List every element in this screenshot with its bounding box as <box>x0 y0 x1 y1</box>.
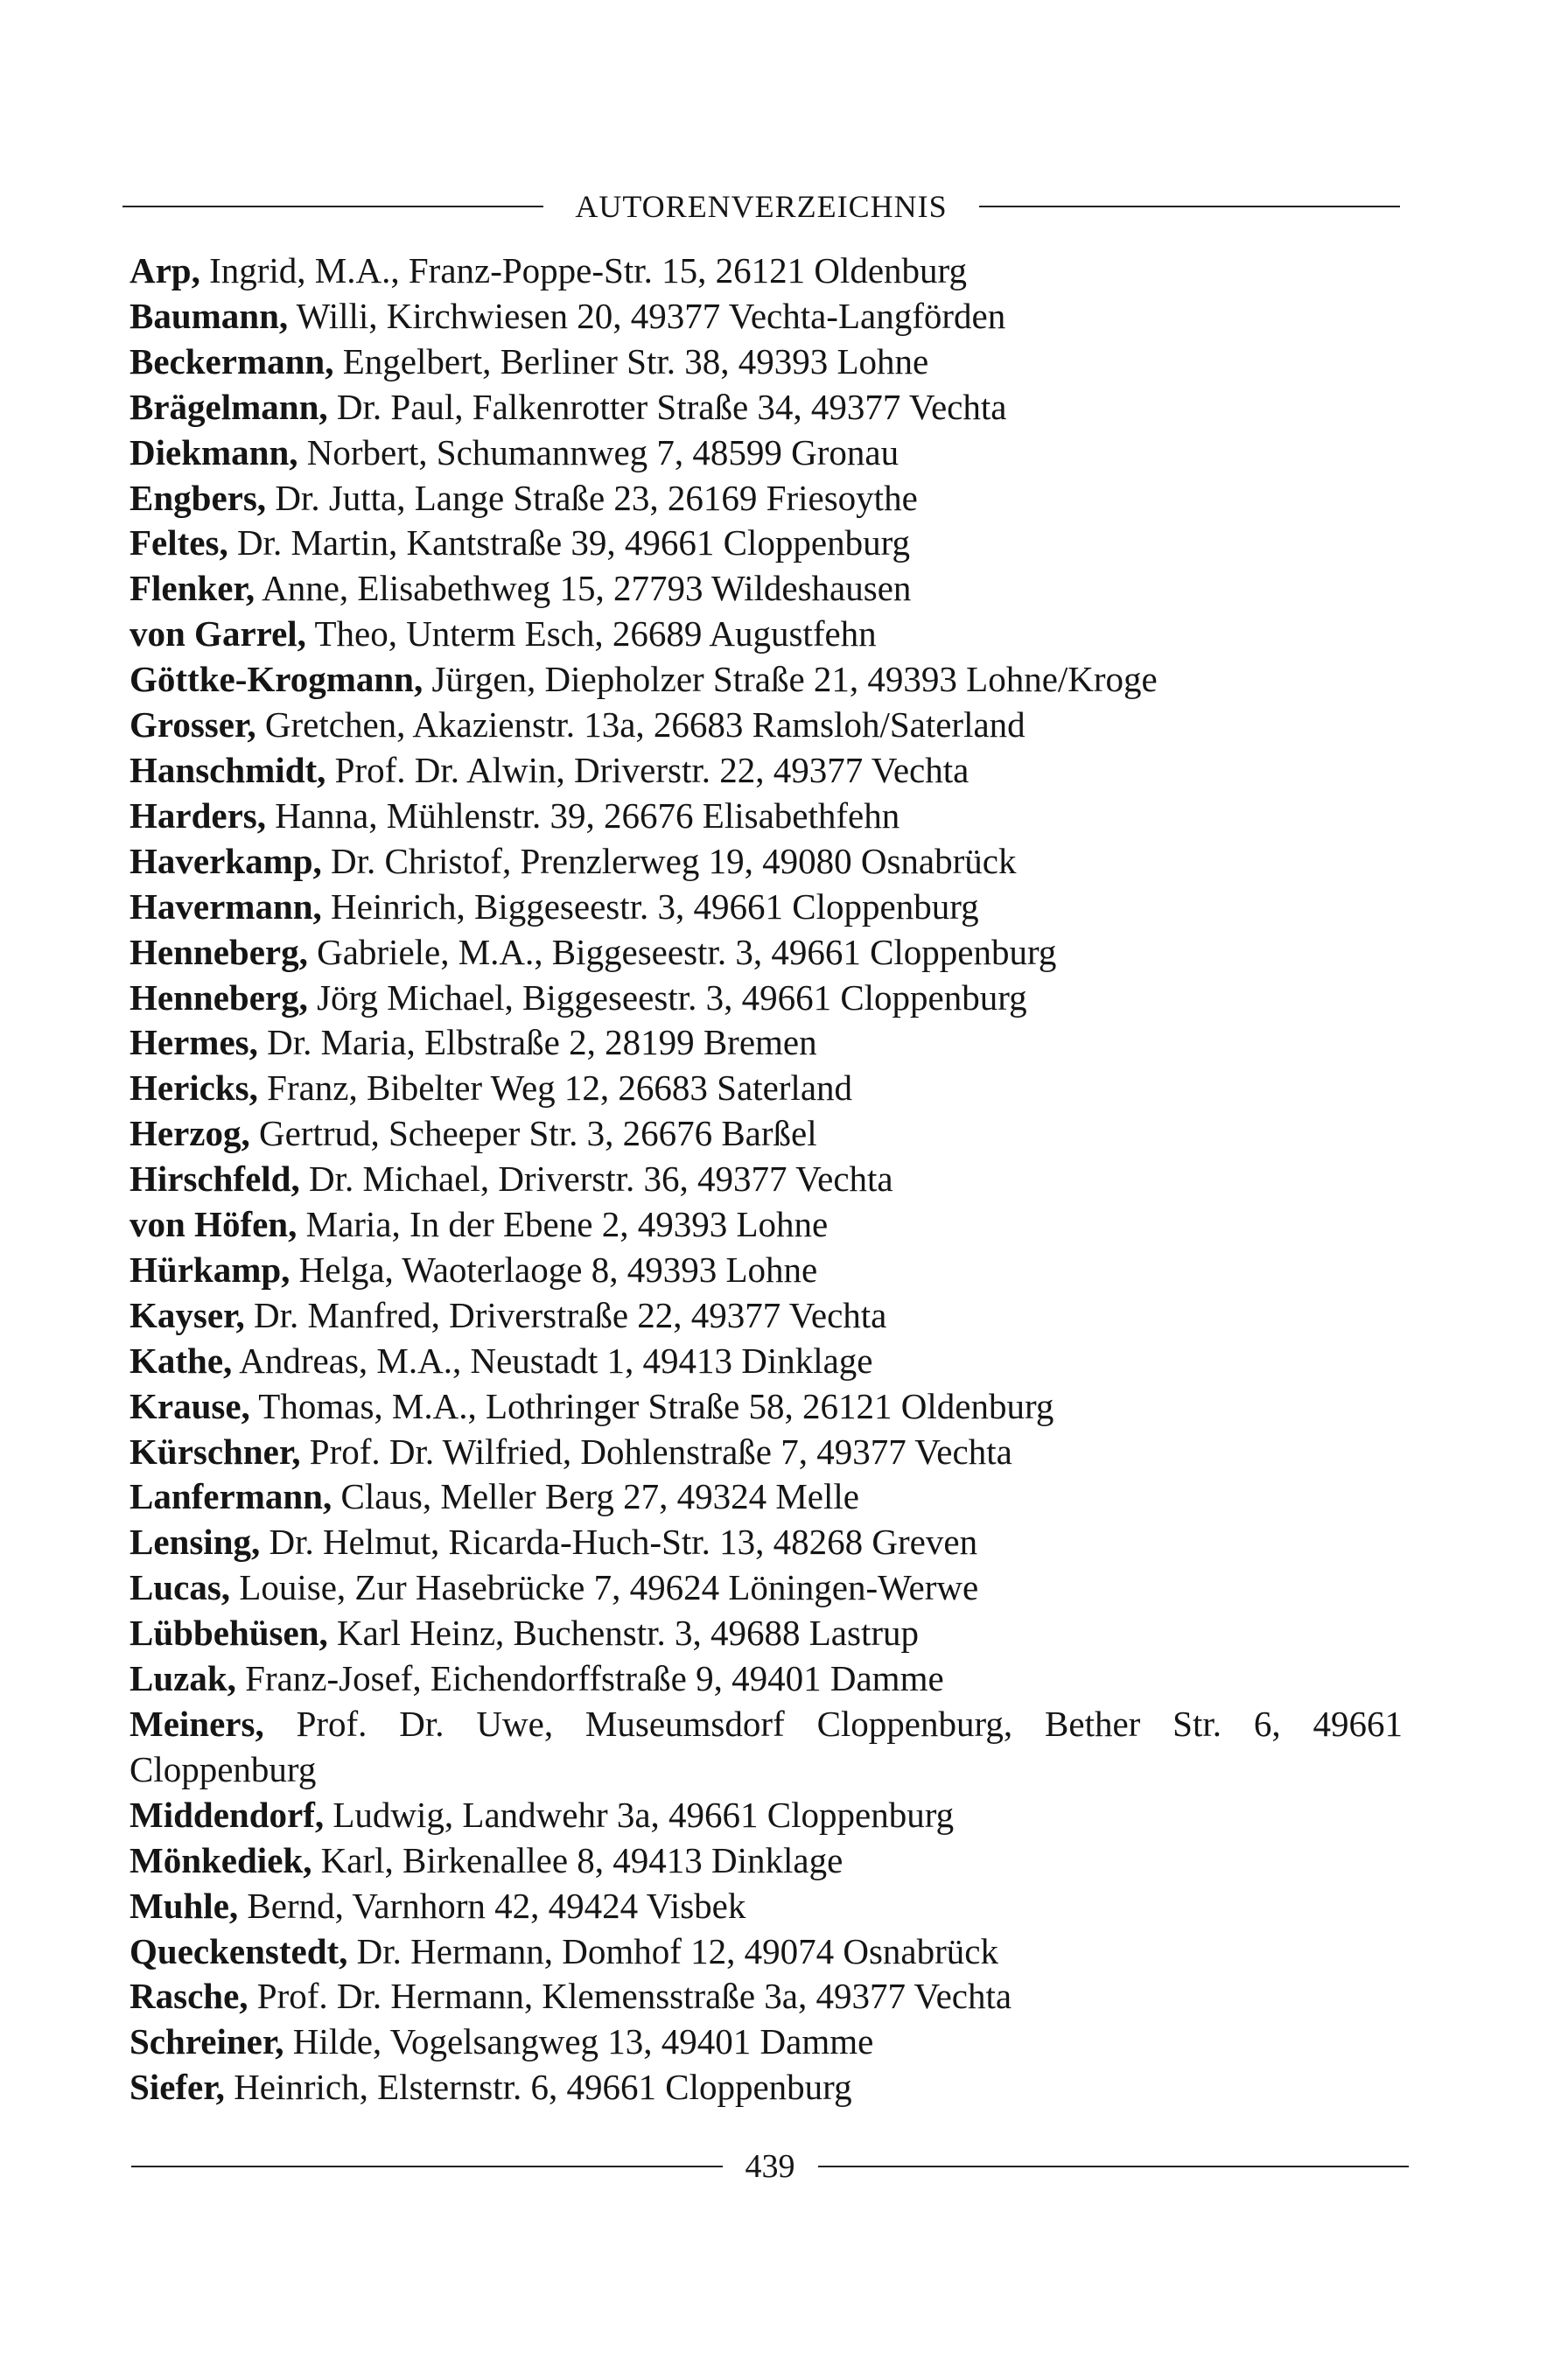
author-name: Mönkediek, <box>130 1839 312 1880</box>
author-address: Dr. Paul, Falkenrotter Straße 34, 49377 Vechta <box>327 386 1007 427</box>
running-head <box>122 182 1400 231</box>
author-entry <box>130 248 1403 294</box>
author-name: Siefer, <box>130 2067 225 2108</box>
author-address: Hilde, Vogelsangweg 13, 49401 Damme <box>284 2021 874 2062</box>
author-entry <box>130 1066 1403 1111</box>
author-name: Baumann, <box>130 295 289 336</box>
author-entry <box>130 430 1403 476</box>
author-name: Henneberg, <box>130 931 308 972</box>
author-entry <box>130 476 1403 522</box>
author-name: Henneberg, <box>130 976 308 1018</box>
author-address: Gretchen, Akazienstr. 13a, 26683 Ramsloh/Saterland <box>256 704 1026 746</box>
author-list <box>130 248 1403 2110</box>
author-name: Haverkamp, <box>130 840 322 881</box>
author-name: Göttke-Krogmann, <box>130 659 424 700</box>
author-entry <box>130 930 1403 976</box>
author-name: Herzog, <box>130 1113 250 1154</box>
author-address: Gertrud, Scheeper Str. 3, 26676 Barßel <box>249 1113 817 1154</box>
author-name: Hanschmidt, <box>130 749 326 790</box>
author-address: Dr. Manfred, Driverstraße 22, 49377 Vechta <box>244 1294 887 1335</box>
author-entry <box>130 1974 1403 2020</box>
author-entry <box>130 1384 1403 1430</box>
author-entry <box>130 976 1403 1021</box>
page-number: 439 <box>745 2148 795 2185</box>
author-entry <box>130 340 1403 385</box>
author-name: Hirschfeld, <box>130 1158 300 1200</box>
author-entry <box>130 657 1403 703</box>
author-address: Theo, Unterm Esch, 26689 Augustfehn <box>305 613 877 654</box>
author-name: Kürschner, <box>130 1431 301 1472</box>
author-address: Andreas, M.A., Neustadt 1, 49413 Dinklage <box>232 1340 873 1381</box>
author-name: Diekmann, <box>130 431 298 472</box>
author-entry <box>130 1020 1403 1066</box>
author-name: Havermann, <box>130 886 322 927</box>
author-address: Hanna, Mühlenstr. 39, 26676 Elisabethfehn <box>266 794 900 836</box>
author-address: Dr. Maria, Elbstraße 2, 28199 Bremen <box>257 1022 817 1063</box>
author-entry <box>130 2020 1403 2065</box>
author-address: Gabriele, M.A., Biggeseestr. 3, 49661 Cloppenburg <box>307 931 1057 972</box>
author-name: Engbers, <box>130 477 267 518</box>
author-entry <box>130 2065 1403 2110</box>
author-address: Dr. Martin, Kantstraße 39, 49661 Cloppenburg <box>228 522 910 564</box>
author-address: Dr. Christof, Prenzlerweg 19, 49080 Osnabrück <box>321 840 1017 881</box>
author-entry <box>130 748 1403 794</box>
author-entry <box>130 566 1403 612</box>
author-name: Flenker, <box>130 568 256 609</box>
author-entry <box>130 1474 1403 1520</box>
author-entry <box>130 885 1403 930</box>
author-address: Prof. Dr. Hermann, Klemensstraße 3a, 49377 Vechta <box>248 1976 1012 2017</box>
author-entry <box>130 1884 1403 1929</box>
author-entry <box>130 1202 1403 1248</box>
author-address: Heinrich, Biggeseestr. 3, 49661 Cloppenburg <box>321 886 979 927</box>
author-name: Kayser, <box>130 1294 245 1335</box>
author-address: Willi, Kirchwiesen 20, 49377 Vechta-Langförden <box>288 295 1006 336</box>
author-address: Ludwig, Landwehr 3a, 49661 Cloppenburg <box>324 1794 955 1835</box>
author-name: Grosser, <box>130 704 256 746</box>
author-address: Jörg Michael, Biggeseestr. 3, 49661 Cloppenburg <box>307 976 1027 1018</box>
author-entry <box>130 1793 1403 1838</box>
page-title: AUTORENVERZEICHNIS <box>575 189 948 224</box>
author-entry <box>130 839 1403 885</box>
author-address: Maria, In der Ebene 2, 49393 Lohne <box>297 1204 829 1245</box>
author-entry <box>130 1929 1403 1975</box>
author-address: Claus, Meller Berg 27, 49324 Melle <box>332 1476 859 1517</box>
author-address: Franz, Bibelter Weg 12, 26683 Saterland <box>257 1068 853 1109</box>
author-name: Lensing, <box>130 1522 261 1563</box>
author-name: Luzak, <box>130 1658 236 1699</box>
footer-rule-right <box>818 2166 1410 2167</box>
author-name: Hürkamp, <box>130 1249 290 1290</box>
author-entry <box>130 703 1403 748</box>
author-name: Brägelmann, <box>130 386 328 427</box>
author-name: Feltes, <box>130 522 228 564</box>
author-address: Dr. Hermann, Domhof 12, 49074 Osnabrück <box>347 1930 998 1971</box>
author-address: Heinrich, Elsternstr. 6, 49661 Cloppenburg <box>224 2067 852 2108</box>
author-name: Rasche, <box>130 1976 248 2017</box>
author-address: Karl, Birkenallee 8, 49413 Dinklage <box>312 1839 844 1880</box>
author-entry <box>130 794 1403 839</box>
author-name: Hermes, <box>130 1022 258 1063</box>
footer-rule-left <box>131 2166 723 2167</box>
author-address: Norbert, Schumannweg 7, 48599 Gronau <box>298 431 900 472</box>
author-name: Lucas, <box>130 1567 231 1608</box>
author-name: von Garrel, <box>130 613 306 654</box>
author-entry <box>130 1339 1403 1384</box>
author-entry <box>130 1293 1403 1339</box>
author-address: Bernd, Varnhorn 42, 49424 Visbek <box>238 1885 746 1926</box>
author-entry <box>130 1611 1403 1656</box>
author-address: Jürgen, Diepholzer Straße 21, 49393 Lohne/Kroge <box>423 659 1158 700</box>
author-entry <box>130 1565 1403 1611</box>
author-address: Thomas, M.A., Lothringer Straße 58, 26121 Oldenburg <box>249 1385 1054 1426</box>
author-address: Ingrid, M.A., Franz-Poppe-Str. 15, 26121 Oldenburg <box>200 250 967 290</box>
author-name: Beckermann, <box>130 340 334 382</box>
author-address: Prof. Dr. Uwe, Museumsdorf Cloppenburg, Bether Str. 6, 49661 Cloppenburg <box>130 1704 1403 1789</box>
header-rule-right <box>979 206 1400 207</box>
author-entry <box>130 612 1403 657</box>
author-entry <box>130 1656 1403 1702</box>
author-address: Prof. Dr. Alwin, Driverstr. 22, 49377 Vechta <box>326 749 970 790</box>
header-rule-left <box>122 206 543 207</box>
author-address: Karl Heinz, Buchenstr. 3, 49688 Lastrup <box>327 1613 919 1654</box>
author-name: Hericks, <box>130 1068 258 1109</box>
author-entry <box>130 1838 1403 1884</box>
author-address: Anne, Elisabethweg 15, 27793 Wildeshausen <box>255 568 912 609</box>
author-entry <box>130 294 1403 340</box>
author-name: Arp, <box>130 250 200 290</box>
author-address: Dr. Helmut, Ricarda-Huch-Str. 13, 48268 Greven <box>260 1522 978 1563</box>
page-footer <box>131 2142 1409 2191</box>
author-entry <box>130 521 1403 566</box>
author-address: Louise, Zur Hasebrücke 7, 49624 Löningen-Werwe <box>230 1567 979 1608</box>
author-name: Kathe, <box>130 1340 233 1381</box>
author-entry <box>130 1157 1403 1202</box>
author-name: Meiners, <box>130 1704 264 1744</box>
author-name: Lanfermann, <box>130 1476 332 1517</box>
author-name: Harders, <box>130 794 266 836</box>
author-entry <box>130 1520 1403 1565</box>
author-address: Helga, Waoterlaoge 8, 49393 Lohne <box>290 1249 818 1290</box>
author-name: Queckenstedt, <box>130 1930 348 1971</box>
author-entry <box>130 1702 1403 1793</box>
author-name: Schreiner, <box>130 2021 284 2062</box>
author-name: Krause, <box>130 1385 250 1426</box>
author-entry <box>130 1111 1403 1157</box>
author-name: von Höfen, <box>130 1204 298 1245</box>
author-address: Prof. Dr. Wilfried, Dohlenstraße 7, 49377 Vechta <box>300 1431 1012 1472</box>
author-entry <box>130 1430 1403 1475</box>
author-name: Lübbehüsen, <box>130 1613 328 1654</box>
author-address: Dr. Jutta, Lange Straße 23, 26169 Friesoythe <box>266 477 918 518</box>
author-entry <box>130 1248 1403 1293</box>
author-name: Middendorf, <box>130 1794 325 1835</box>
author-name: Muhle, <box>130 1885 239 1926</box>
author-address: Engelbert, Berliner Str. 38, 49393 Lohne <box>333 340 929 382</box>
author-address: Franz-Josef, Eichendorffstraße 9, 49401 Damme <box>235 1658 944 1699</box>
author-entry <box>130 385 1403 430</box>
author-address: Dr. Michael, Driverstr. 36, 49377 Vechta <box>299 1158 893 1200</box>
